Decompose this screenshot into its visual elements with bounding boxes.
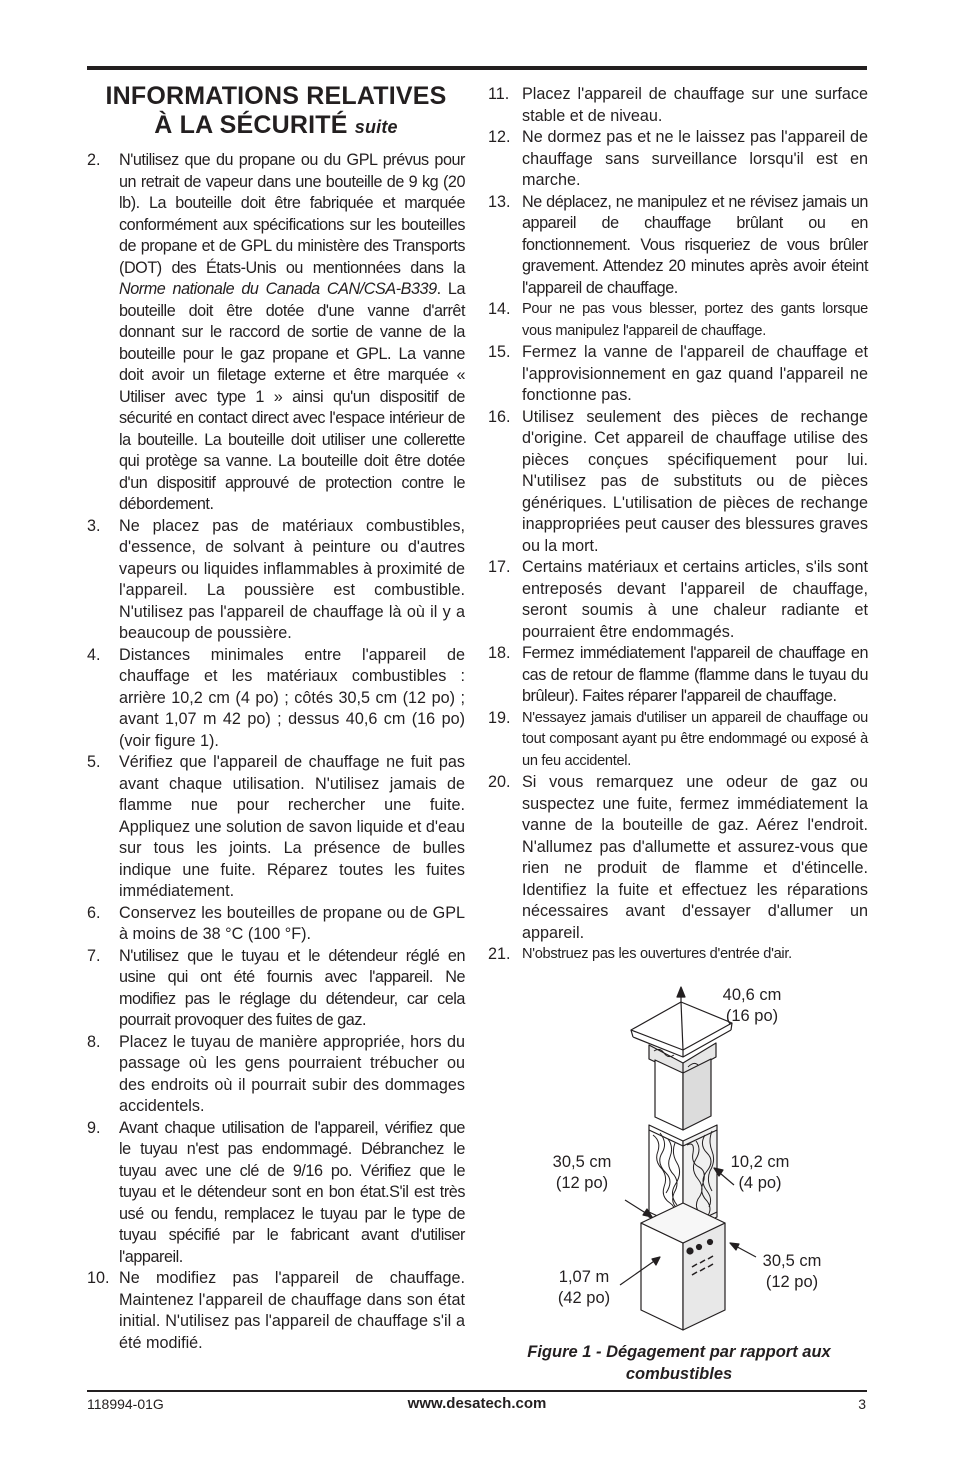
list-item (87, 150, 465, 516)
list-item (488, 407, 868, 558)
item-number: 14. (488, 300, 511, 318)
item-text: Fermez la vanne de l'appareil de chauffage et l'approvisionnement en gaz quand l'appareil ne fonctionne pas. (522, 343, 868, 404)
heading-title: À LA SÉCURITÉ (154, 111, 348, 139)
list-item (488, 708, 868, 773)
left-column (87, 150, 465, 1354)
list-item (87, 1032, 465, 1118)
item-text: N'obstruez pas les ouvertures d'entrée d'air. (522, 946, 792, 962)
item-number: 4. (87, 645, 101, 664)
heading-line-2 (87, 111, 465, 142)
item-number: 20. (488, 773, 511, 791)
item-text: N'utilisez que du propane ou du GPL prévus pour un retrait de vapeur dans une bouteille de 9 kg (20 lb). La bouteille doit être fabriquée et marquée conformément aux spécifications sur les bouteilles de propane et de GPL du ministère des Transports (DOT) des États-Unis ou mentionnées dans la Norme nationale du Canada CAN/CSA-B339. La bouteille doit être dotée d'une vanne d'arrêt donnant sur le raccord de sortie de vanne de la bouteille pour le gaz propane et GPL. La vanne doit avoir un filetage externe et être marquée « Utiliser avec type 1 » ainsi qu'un dispositif de sécurité en contact direct avec l'espace intérieur de la bouteille. La bouteille doit utiliser une collerette qui protège sa vanne. La bouteille doit être dotée d'un dispositif approuvé de protection contre le débordement. (119, 151, 466, 513)
item-number: 5. (87, 753, 101, 771)
item-text: Ne dormez pas et ne le laissez pas l'appareil de chauffage sans surveillance lorsqu'il est en marche. (522, 128, 868, 189)
list-item (87, 645, 465, 753)
item-text: Si vous remarquez une odeur de gaz ou suspectez une fuite, fermez immédiatement la vanne de la bouteille de gaz. Aérez l'endroit. N'allumez pas d'allumette et assurez-vous que rien ne produit de flamme et d'étincelle. Identifiez la fuite et effectuez les réparations nécessaires avant d'essayer d'allumer un appareil. (522, 773, 868, 942)
item-number: 8. (87, 1032, 101, 1051)
item-text: Ne déplacez, ne manipulez et ne révisez jamais un appareil de chauffage brûlant ou en fonctionnement. Vous risqueriez de vous brûler gravement. Attendez 20 minutes après avoir éteint l'appareil de chauffage. (522, 192, 868, 297)
clearance-figure (500, 985, 870, 1385)
document-number: 118994-01G (87, 1396, 164, 1412)
list-item (87, 903, 465, 946)
front-clearance-label: 1,07 m (42 po) (557, 1268, 611, 1307)
item-text: Ne placez pas de matériaux combustibles, d'essence, de solvant à peinture ou d'autres vapeurs ou liquides inflammables à proximité de l'appareil. La poussière est combustible. N'utilisez pas l'appareil de chauffage là où il y a beaucoup de poussière. (119, 516, 465, 642)
item-number: 18. (488, 644, 511, 662)
list-item (488, 192, 868, 300)
item-number: 17. (488, 558, 511, 576)
list-item (87, 946, 465, 1032)
item-number: 19. (488, 708, 511, 727)
side-clearance-label-left: 30,5 cm (12 po) (552, 1153, 612, 1192)
item-number: 16. (488, 407, 511, 426)
item-number: 9. (87, 1118, 101, 1137)
list-item (488, 643, 868, 708)
back-clearance-label: 10,2 cm (4 po) (730, 1153, 790, 1192)
item-number: 15. (488, 343, 511, 361)
item-number: 21. (488, 945, 511, 963)
top-clearance-label: 40,6 cm (16 po) (722, 986, 782, 1025)
bottom-rule (87, 1390, 867, 1392)
section-heading (87, 82, 465, 142)
heading-suffix: suite (354, 117, 398, 137)
page-number: 3 (858, 1396, 866, 1412)
standard-reference: Norme nationale du Canada CAN/CSA-B339 (119, 280, 437, 298)
item-text: Certains matériaux et certains articles, s'ils sont entreposés devant l'appareil de chauffage, seront soumis à une chaleur radiante et pourraient être endommagés. (522, 558, 868, 641)
list-item (87, 1118, 465, 1269)
top-rule (87, 66, 867, 70)
item-number: 12. (488, 128, 511, 146)
item-text: Distances minimales entre l'appareil de chauffage et les matériaux combustibles : arrière 10,2 cm (4 po) ; côtés 30,5 cm (12 po) ; avant 1,07 m 42 po) ; dessus 40,6 cm (16 po) (voir figure 1). (119, 645, 465, 750)
list-item (488, 127, 868, 192)
item-text: Fermez immédiatement l'appareil de chauffage en cas de retour de flamme (flamme dans le tuyau du brûleur). Faites réparer l'appareil de chauffage. (522, 644, 868, 705)
item-text: Utilisez seulement des pièces de rechange d'origine. Cet appareil de chauffage utilise des pièces conçues spécifiquement pour lui. N'utilisez pas de substituts ou de pièces génériques. L'utilisation de pièces de rechange inappropriées peut causer des blessures graves ou la mort. (522, 407, 868, 555)
item-number: 2. (87, 151, 101, 169)
item-text: Conservez les bouteilles de propane ou de GPL à moins de 38 °C (100 °F). (119, 903, 465, 943)
item-number: 13. (488, 192, 511, 211)
side-clearance-label-right: 30,5 cm (12 po) (762, 1252, 822, 1291)
item-text: Pour ne pas vous blesser, portez des gants lorsque vous manipulez l'appareil de chauffage. (522, 301, 868, 339)
item-text: N'essayez jamais d'utiliser un appareil de chauffage ou tout composant ayant pu être endommagé ou exposé à un feu accidentel. (522, 709, 868, 769)
figure-caption: Figure 1 - Dégagement par rapport aux combustibles (527, 1343, 831, 1383)
website-link[interactable]: www.desatech.com (407, 1395, 547, 1412)
item-number: 11. (488, 85, 510, 103)
list-item (488, 557, 868, 643)
list-item (488, 299, 868, 342)
list-item (87, 1268, 465, 1354)
item-text: N'utilisez que le tuyau et le détendeur réglé en usine qui ont été fournis avec l'appareil. Ne modifiez pas le réglage du détendeur, car cela pourrait provoquer des fuites de gaz. (119, 946, 465, 1029)
list-item (488, 342, 868, 407)
list-item (87, 752, 465, 903)
right-column (488, 84, 868, 966)
list-item (488, 944, 868, 966)
item-number: 6. (87, 903, 101, 922)
heading-line-1: INFORMATIONS RELATIVES (105, 82, 447, 110)
item-number: 10. (87, 1269, 110, 1287)
item-number: 7. (87, 946, 101, 965)
item-text: Placez le tuyau de manière appropriée, hors du passage où les gens pourraient trébucher ou des endroits où il pourrait subir des dommages accidentels. (119, 1032, 465, 1115)
item-number: 3. (87, 516, 101, 535)
item-text: Ne modifiez pas l'appareil de chauffage. Maintenez l'appareil de chauffage dans son état initial. N'utilisez pas l'appareil de chauffage s'il a été modifié. (119, 1269, 465, 1352)
list-item (87, 516, 465, 645)
item-text: Placez l'appareil de chauffage sur une surface stable et de niveau. (522, 85, 868, 125)
item-text: Vérifiez que l'appareil de chauffage ne fuit pas avant chaque utilisation. N'utilisez jamais de flamme nue pour rechercher une fuite. Appliquez une solution de savon liquide et d'eau sur tous les joints. La présence de bulles indique une fuite. Réparez toutes les fuites immédiatement. (119, 753, 465, 900)
item-text: Avant chaque utilisation de l'appareil, vérifiez que le tuyau n'est pas endommagé. Débranchez le tuyau avec une clé de 9/16 po. Vérifiez que le tuyau et le détendeur sont en bon état.S'il est très usé ou fendu, remplacez le tuyau par le type de tuyau spécifié par le fabricant avant d'utiliser l'appareil. (119, 1118, 465, 1266)
list-item (488, 772, 868, 944)
list-item (488, 84, 868, 127)
